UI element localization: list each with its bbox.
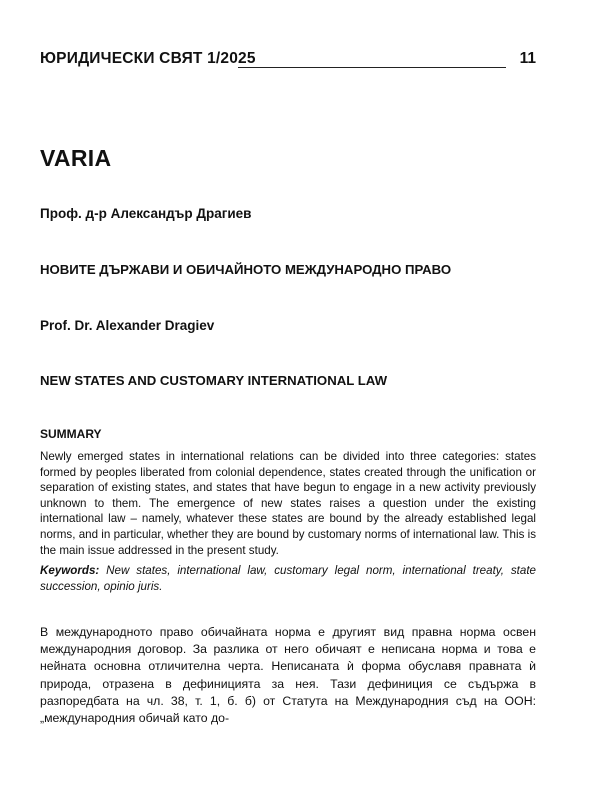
journal-title: ЮРИДИЧЕСКИ СВЯТ 1/2025 [40, 50, 256, 67]
section-title: VARIA [40, 145, 112, 171]
summary-paragraph: Newly emerged states in international relations can be divided into three categories: states formed by peoples liberated from colonial dependence, states created through the unification or separation of existing states, and states that have begun to engage in a new activity previously unknown to them. The emergence of new states raises a question under the existing international law – namely, whatever these states are bound by the already established legal norms, and in particular, whether they are bound by customary norms of international law. This is the main issue addressed in the present study. [40, 450, 536, 557]
keywords-list: New states, international law, customary legal norm, international treaty, state succession, opinio juris. [40, 564, 536, 593]
article-title-english: NEW STATES AND CUSTOMARY INTERNATIONAL LAW [40, 373, 388, 388]
page-number: 11 [519, 50, 536, 67]
running-header [40, 50, 536, 72]
header-rule [238, 67, 506, 68]
keywords-paragraph [40, 563, 536, 594]
author-english: Prof. Dr. Alexander Dragiev [40, 318, 215, 333]
body-paragraph: В международното право обичайната норма е другият вид правна норма освен международния договор. За разлика от него обичаят е неписана норма и това е нейната основна отличителна черта. Неписаната ѝ форма обуславя правната ѝ природа, отразена в дефиницията за нея. Тази дефиниция се съдържа в разпоредбата на чл. 38, т. 1, б. б) от Статута на Международния съд на ООН: „международния обичай като до- [40, 625, 536, 726]
article-title-bulgarian: НОВИТЕ ДЪРЖАВИ И ОБИЧАЙНОТО МЕЖДУНАРОДНО ПРАВО [40, 262, 452, 277]
summary-heading: SUMMARY [40, 427, 102, 441]
author-bulgarian: Проф. д-р Александър Драгиев [40, 206, 252, 221]
keywords-label: Keywords: [40, 564, 100, 577]
